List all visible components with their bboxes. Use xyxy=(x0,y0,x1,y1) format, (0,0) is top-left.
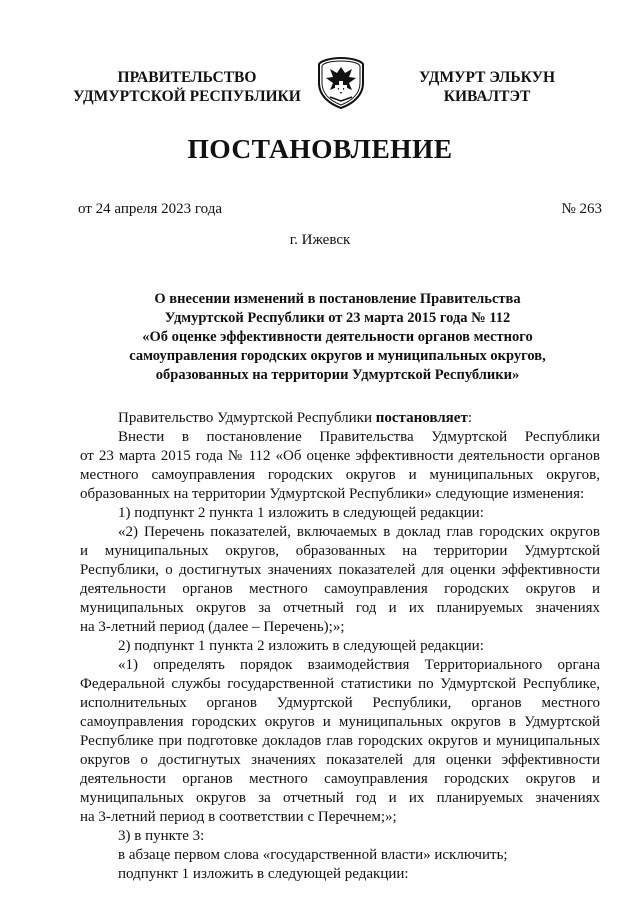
intro-text: Правительство Удмуртской Республики xyxy=(118,410,376,426)
body-line: исполнительных органов Удмуртской Республики, органов местного xyxy=(80,695,600,711)
body-line: «2) Перечень показателей, включаемых в доклад глав городских округов xyxy=(118,524,600,540)
title-line: самоуправления городских округов и муниципальных округов, xyxy=(129,348,546,364)
title-line: образованных на территории Удмуртской Республики» xyxy=(155,367,520,383)
udmurt-coat-of-arms-icon xyxy=(316,57,366,109)
body-line: муниципальных округов за отчетный год и их планируемых значениях xyxy=(80,600,600,616)
org-name-line: УДМУРТСКОЙ РЕСПУБЛИКИ xyxy=(73,88,301,105)
body-line: 2) подпункт 1 пункта 2 изложить в следующей редакции: xyxy=(118,638,484,654)
document-title xyxy=(100,290,575,385)
org-name-line: ПРАВИТЕЛЬСТВО xyxy=(117,69,257,86)
org-name-line: УДМУРТ ЭЛЬКУН xyxy=(418,69,556,86)
body-line: 3) в пункте 3: xyxy=(118,828,205,844)
title-line: «Об оценке эффективности деятельности органов местного xyxy=(142,329,533,345)
org-name-udmurt xyxy=(402,68,572,106)
body-line: в абзаце первом слова «государственной власти» исключить; xyxy=(118,847,508,863)
org-name-russian xyxy=(68,68,306,106)
title-line: Удмуртской Республики от 23 марта 2015 года № 112 xyxy=(164,310,511,326)
body-line: Республике при подготовке докладов глав городских округов и муниципальных xyxy=(80,733,600,749)
body-line: деятельности органов местного самоуправления городских округов и xyxy=(80,771,600,787)
intro-end: : xyxy=(467,410,472,426)
body-line: на 3-летний период в соответствии с Перечнем;»; xyxy=(80,809,397,825)
org-name-line: КИВАЛТЭТ xyxy=(443,88,531,105)
document-date: от 24 апреля 2023 года xyxy=(78,201,223,217)
body-line: подпункт 1 изложить в следующей редакции: xyxy=(118,866,409,882)
body-line: Республики, о достигнутых значениях показателей для оценки эффективности xyxy=(80,562,600,578)
body-line: от 23 марта 2015 года № 112 «Об оценке эффективности деятельности органов xyxy=(80,448,600,464)
body-line: образованных на территории Удмуртской Республики» следующие изменения: xyxy=(80,486,585,502)
document-number: № 263 xyxy=(561,201,602,217)
document-body xyxy=(80,409,600,884)
intro-paragraph xyxy=(80,409,600,428)
body-line: Внести в постановление Правительства Удмуртской Республики xyxy=(118,429,600,445)
document-city: г. Ижевск xyxy=(289,232,351,248)
body-line: и муниципальных округов, образованных на территории Удмуртской xyxy=(80,543,600,559)
document-type-heading: ПОСТАНОВЛЕНИЕ xyxy=(187,133,453,164)
body-line: 1) подпункт 2 пункта 1 изложить в следующей редакции: xyxy=(118,505,484,521)
intro-keyword: постановляет xyxy=(375,410,468,426)
body-line: «1) определять порядок взаимодействия Территориального органа xyxy=(118,657,600,673)
body-line: на 3-летний период (далее – Перечень);»; xyxy=(80,619,345,635)
body-line: Федеральной службы государственной статистики по Удмуртской Республике, xyxy=(80,676,600,692)
body-line: деятельности органов местного самоуправления городских округов и xyxy=(80,581,600,597)
body-line: муниципальных округов за отчетный год и их планируемых значениях xyxy=(80,790,600,806)
body-line: местного самоуправления городских округов и муниципальных округов, xyxy=(80,467,600,483)
title-line: О внесении изменений в постановление Правительства xyxy=(154,291,521,307)
body-line: самоуправления городских округов и муниципальных округов в Удмуртской xyxy=(80,714,600,730)
body-line: округов о достигнутых значениях показателей для оценки эффективности xyxy=(80,752,600,768)
